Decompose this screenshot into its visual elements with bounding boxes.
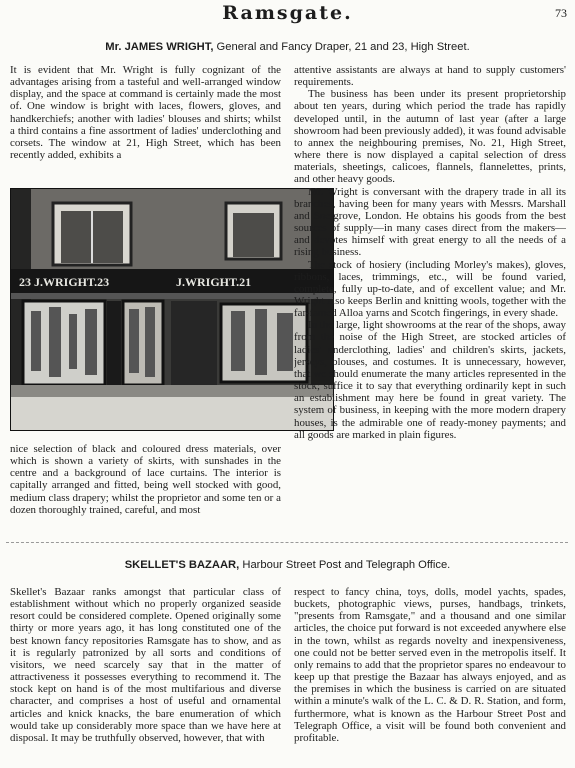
paragraph: Mr. Wright is conversant with the drapery trade in all its branches, having been for many years with Messrs. Marshall and Snelgrove, London. He obtains his goods from the best sources of supply—in many cases direct from the makers—and devotes himself with great energy to all the needs of a rising business. xyxy=(294,185,566,259)
article-title-skellet xyxy=(0,559,575,571)
paragraph: nice selection of black and coloured dress materials, over which is shown a variety of skirts, with sunshades in the centre and a background of lace curtains. The interior is capitally arranged and fitted, being well stocked with good, medium class drapery; whilst the proprietor and some ten or a dozen thoroughly trained, careful, and most xyxy=(10,443,281,516)
article-title-rest: Harbour Street Post and Telegraph Office. xyxy=(239,559,451,571)
paragraph: In the large, light showrooms at the rear of the shops, away from the noise of the High Street, are stocked articles of ladies' underclothing, ladies' and children's skirts, jackets, jerseys, blouses, and costumes. It is unnecessary, however, that we should enumerate the many articles represented in the stock; suffice it to say that everything ordinarily kept in such an establishment may here be found in great variety. The system of business, in keeping with the more modern drapery houses, is the admirable one of ready-money payments; and all goods are marked in plain figures. xyxy=(294,319,566,441)
paragraph: respect to fancy china, toys, dolls, model yachts, spades, buckets, photographic views, purses, handbags, trinkets, "presents from Ramsgate," and a thousand and one similar articles, the choice put forward is not exceeded anywhere else in the town, whilst as regards novelty and inexpensiveness, one could not be better served even in the metropolis itself. It only remains to add that the proprietor spares no endeavour to keep up that prestige the Bazaar has always enjoyed, and as the premises in which the business is carried on are situated within a minute's walk of the L. C. & D. R. Station, and form, furthermore, what is known as the Harbour Street Post and Telegraph Office, a visit will be found both convenient and profitable. xyxy=(294,586,566,744)
paragraph: attentive assistants are always at hand to supply customers' requirements. xyxy=(294,64,566,89)
skellet-left-column xyxy=(10,586,281,764)
shop-front-illustration xyxy=(11,189,333,430)
wright-left-bottom-column xyxy=(10,443,281,531)
wright-left-top-column xyxy=(10,64,281,188)
article-title-wright xyxy=(0,41,575,53)
paragraph: The stock of hosiery (including Morley's makes), gloves, ribbons, laces, trimmings, etc., will be found varied, complete, fully up-to-date, and of excellent value; and Mr. Wright also keeps Berlin and knitting wools, together with the far-famed Alloa yarns and Scotch fingerings, in every shade. xyxy=(294,258,566,320)
page-header xyxy=(0,2,575,24)
article-title-rest: General and Fancy Draper, 21 and 23, High Street. xyxy=(213,41,470,53)
running-head: Ramsgate. xyxy=(222,2,353,24)
paragraph: Skellet's Bazaar ranks amongst that particular class of establishment without which no properly organized seaside resort could be considered complete. Opened originally some thirty or more years ago, it has long constituted one of the best known fancy repositories Ramsgate has to show, and as it is regularly patronized by all sorts and conditions of visitors, we need scarcely say that in the matter of attractiveness it possesses everything to recommend it. The stock kept on hand is of the most multifarious and diverse character, and comprises a host of useful and ornamental articles and knick knacks, the bare enumeration of which would take up considerably more space than we have here at disposal. It may be truthfully observed, however, that with xyxy=(10,586,281,744)
shop-sign-right: J.WRIGHT.21 xyxy=(176,275,252,289)
shop-photograph xyxy=(10,188,334,431)
paragraph: The business has been under its present proprietorship about ten years, during which period the trade has rapidly developed until, in the autumn of last year (after a large showroom had been previously added), it was found advisable to annex the neighbouring premises, No. 21, High Street, where there is now displayed a capital selection of dress materials, sheetings, calicoes, flannels, flannelettes, prints, and other heavy goods. xyxy=(294,88,566,186)
article-title-main: SKELLET'S BAZAAR, xyxy=(124,559,240,571)
shop-sign-left: 23 J.WRIGHT.23 xyxy=(19,275,110,289)
skellet-right-column xyxy=(294,586,566,764)
page-number: 73 xyxy=(555,6,567,20)
wright-right-column xyxy=(294,64,566,532)
paragraph: It is evident that Mr. Wright is fully cognizant of the advantages arising from a tasteful and well-arranged window display, and the space at command is certainly made the most of. One window is bright with laces, flowers, gloves, and handkerchiefs; another with ladies' blouses and shirts; whilst a third contains a fine assortment of ladies' underclothing and corsets. The window at 21, High Street, which has been recently added, exhibits a xyxy=(10,64,281,162)
article-title-main: Mr. JAMES WRIGHT, xyxy=(105,41,214,53)
section-divider xyxy=(6,542,568,543)
